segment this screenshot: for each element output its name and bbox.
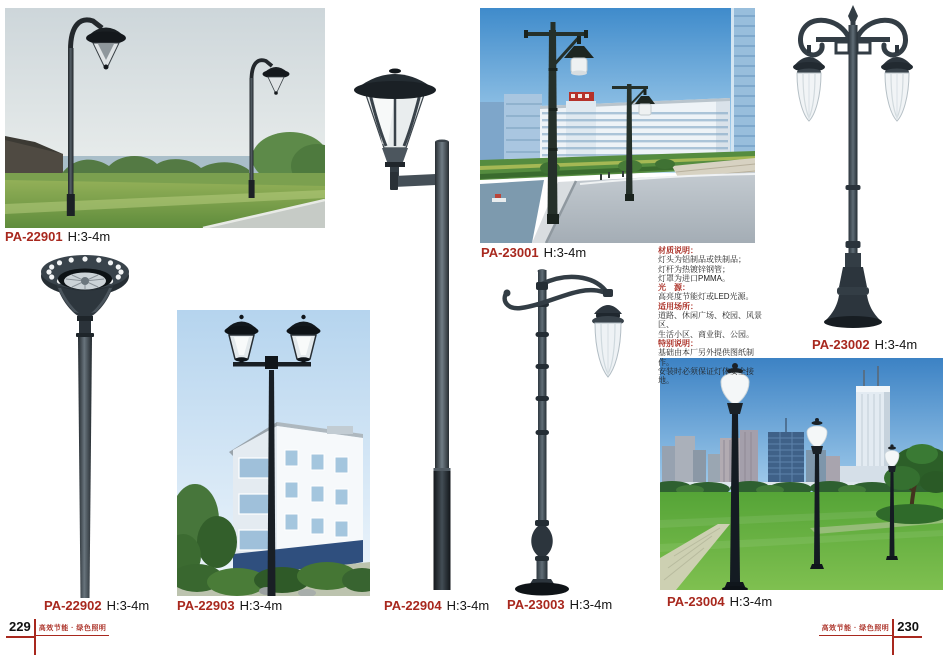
spec-line: 光 源： [658, 283, 690, 293]
product-code: PA-23003 [507, 597, 565, 612]
spec-line: 安装时必须保证灯体安全接地。 [658, 366, 754, 386]
product-height: H:3-4m [543, 245, 587, 260]
lamp-post-graphic [495, 268, 645, 598]
spec-line: 特别说明： [658, 338, 698, 348]
product-render-pa-23002 [785, 5, 945, 335]
teardrop-lamp-graphic [592, 289, 624, 377]
product-code: PA-23002 [812, 337, 870, 352]
product-render-pa-23003 [495, 268, 645, 598]
footer-left [6, 619, 109, 655]
spec-line: 适用场所： [658, 301, 698, 311]
lake-scene-graphic [5, 8, 325, 228]
product-render-pa-22904 [340, 68, 460, 590]
spec-line: 灯头为铝制品或铁制品； [658, 255, 746, 265]
product-height: H:3-4m [67, 229, 111, 244]
product-label-pa-23001 [481, 246, 586, 260]
product-photo-pa-23001 [480, 8, 755, 243]
product-code: PA-22903 [177, 598, 235, 613]
product-label-pa-22902 [44, 599, 149, 613]
product-label-pa-22904 [384, 599, 489, 613]
product-height: H:3-4m [446, 598, 490, 613]
product-code: PA-22902 [44, 598, 102, 613]
product-code: PA-23004 [667, 594, 725, 609]
lamp-post-graphic [785, 5, 945, 335]
product-code: PA-22901 [5, 229, 63, 244]
page-number: 229 [6, 619, 34, 638]
spec-line: 材质说明： [658, 246, 698, 255]
product-label-pa-22901 [5, 230, 110, 244]
product-label-pa-23004 [667, 595, 772, 609]
spec-line: 基础由本厂另外提供图纸制作。 [658, 348, 754, 367]
product-height: H:3-4m [874, 337, 918, 352]
park-scene-graphic [660, 358, 943, 590]
product-height: H:3-4m [729, 594, 773, 609]
footer-slogan: 高效节能 · 绿色照明 [819, 619, 893, 636]
product-label-pa-22903 [177, 599, 282, 613]
spec-line: 道路、休闲广场、校园、风景区、 [658, 311, 762, 330]
product-height: H:3-4m [239, 598, 283, 613]
lamp-post-graphic [28, 246, 148, 598]
page-number: 230 [894, 619, 922, 638]
spec-line: 高亮度节能灯或LED光源。 [658, 292, 754, 302]
product-photo-pa-23004 [660, 358, 943, 590]
product-photo-pa-22901 [5, 8, 325, 228]
spec-line: 灯杆为热镀锌钢管； [658, 264, 730, 274]
footer-right [819, 619, 922, 655]
lamp-post-graphic [340, 68, 460, 590]
footer-slogan: 高效节能 · 绿色照明 [36, 619, 110, 636]
street-scene-graphic [480, 8, 755, 243]
spec-line: 生活小区、商业街、公园。 [658, 329, 754, 339]
spec-text-block [658, 246, 768, 385]
product-render-pa-22902 [28, 246, 148, 598]
product-height: H:3-4m [106, 598, 150, 613]
product-label-pa-23003 [507, 598, 612, 612]
spec-line: 灯罩为进口PMMA。 [658, 273, 730, 283]
product-label-pa-23002 [812, 338, 917, 352]
product-code: PA-22904 [384, 598, 442, 613]
product-code: PA-23001 [481, 245, 539, 260]
product-height: H:3-4m [569, 597, 613, 612]
